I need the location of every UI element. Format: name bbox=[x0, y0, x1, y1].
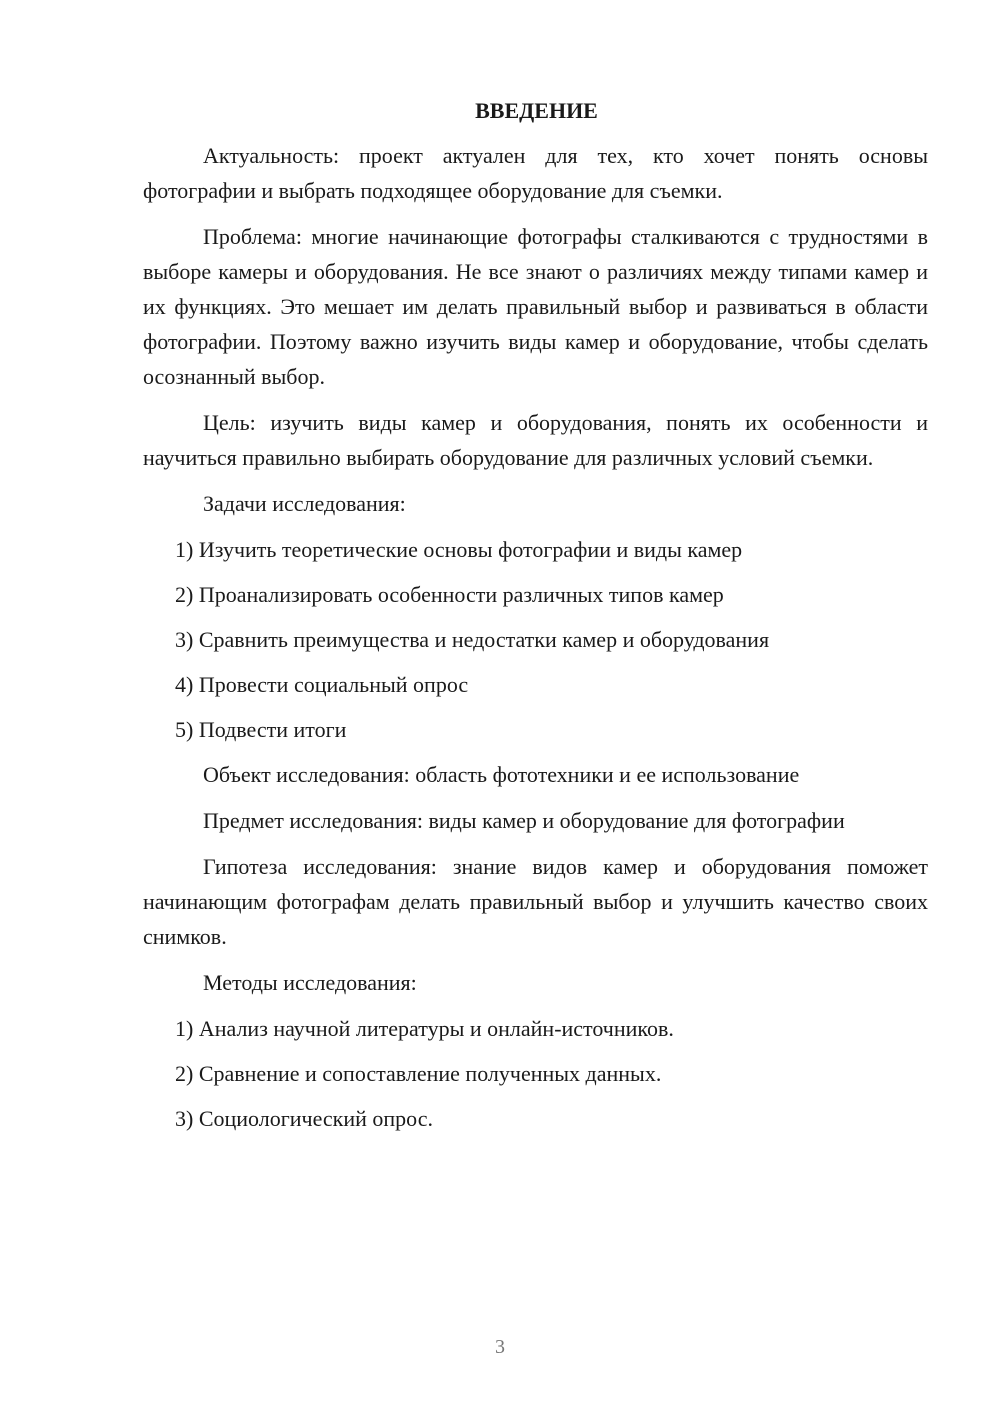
list-item: 1) Анализ научной литературы и онлайн-источников. bbox=[175, 1016, 674, 1041]
methods-list bbox=[143, 1011, 928, 1136]
list-item: 1) Изучить теоретические основы фотографии и виды камер bbox=[175, 537, 743, 562]
hypothesis-paragraph: Гипотеза исследования: знание видов камер и оборудования поможет начинающим фотографам делать правильный выбор и улучшить качество своих снимков. bbox=[143, 854, 928, 949]
object-paragraph: Объект исследования: область фототехники и ее использование bbox=[203, 762, 800, 787]
page-content bbox=[143, 93, 928, 1146]
list-item: 2) Сравнение и сопоставление полученных данных. bbox=[175, 1061, 662, 1086]
list-item: 2) Проанализировать особенности различных типов камер bbox=[175, 582, 724, 607]
goal-paragraph: Цель: изучить виды камер и оборудования, понять их особенности и научиться правильно выбирать оборудование для различных условий съемки. bbox=[143, 410, 928, 470]
methods-title: Методы исследования: bbox=[203, 970, 417, 995]
problem-paragraph: Проблема: многие начинающие фотографы сталкиваются с трудностями в выборе камеры и оборудования. Не все знают о различиях между типами камер и их функциях. Это мешает им делать правильный выбор и развиваться в области фотографии. Поэтому важно изучить виды камер и оборудование, чтобы сделать осознанный выбор. bbox=[143, 224, 928, 389]
page-number: 3 bbox=[495, 1336, 505, 1358]
list-item: 3) Социологический опрос. bbox=[175, 1106, 433, 1131]
list-item: 3) Сравнить преимущества и недостатки камер и оборудования bbox=[175, 627, 770, 652]
list-item: 5) Подвести итоги bbox=[175, 717, 347, 742]
tasks-title: Задачи исследования: bbox=[203, 491, 406, 516]
tasks-list bbox=[143, 532, 928, 747]
subject-paragraph: Предмет исследования: виды камер и оборудование для фотографии bbox=[203, 808, 845, 833]
relevance-paragraph: Актуальность: проект актуален для тех, кто хочет понять основы фотографии и выбрать подходящее оборудование для съемки. bbox=[143, 143, 928, 203]
section-heading: ВВЕДЕНИЕ bbox=[475, 98, 598, 123]
list-item: 4) Провести социальный опрос bbox=[175, 672, 469, 697]
